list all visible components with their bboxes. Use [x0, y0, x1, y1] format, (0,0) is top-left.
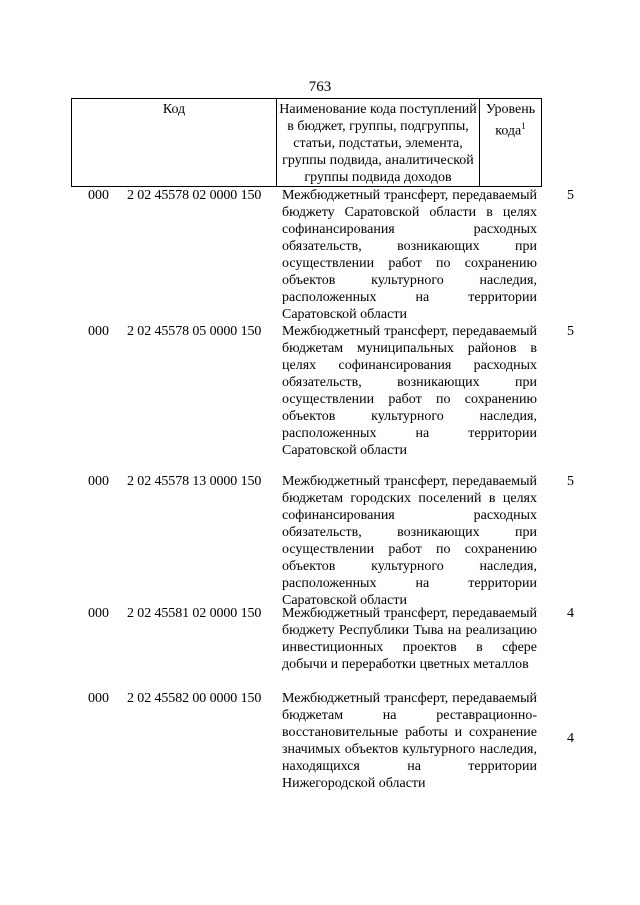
code-description: Межбюджетный трансферт, передаваемый бюджету Республики Тыва на реализацию инвестиционных проектов в сфере добычи и переработки цветных металлов: [282, 606, 537, 672]
code-level: 4: [567, 731, 574, 746]
code-prefix: 000: [88, 691, 109, 706]
header-level-label: Уровень кода: [485, 102, 536, 139]
code-prefix: 000: [88, 188, 109, 203]
code-level: 5: [567, 324, 574, 339]
code-level: 5: [567, 474, 574, 489]
column-header-table: [71, 98, 542, 187]
header-code: Код: [72, 99, 277, 187]
code-description: Межбюджетный трансферт, передаваемый бюджетам муниципальных районов в целях софинансирования расходных обязательств, возникающих при осуществлении работ по сохранению объектов культурного наследия, расположенных на территории Саратовской области: [282, 324, 537, 458]
code-level: 4: [567, 606, 574, 621]
page-number: 763: [308, 79, 332, 95]
header-level: [480, 99, 542, 187]
code-prefix: 000: [88, 474, 109, 489]
revenue-code: 2 02 45581 02 0000 150: [127, 606, 262, 621]
code-description: Межбюджетный трансферт, передаваемый бюджетам городских поселений в целях софинансирования расходных обязательств, возникающих при осуществлении работ по сохранению объектов культурного наследия, расположенных на территории Саратовской области: [282, 474, 537, 608]
code-description: Межбюджетный трансферт, передаваемый бюджету Саратовской области в целях софинансирования расходных обязательств, возникающих при осуществлении работ по сохранению объектов культурного наследия, расположенных на территории Саратовской области: [282, 188, 537, 322]
revenue-code: 2 02 45582 00 0000 150: [127, 691, 262, 706]
header-row: [72, 99, 542, 187]
code-description: Межбюджетный трансферт, передаваемый бюджетам на реставрационно-восстановительные работы и сохранение значимых объектов культурного наследия, находящихся на территории Нижегородской области: [282, 691, 537, 791]
header-name: Наименование кода поступлений в бюджет, группы, подгруппы, статьи, подстатьи, элемента, группы подвида, аналитической группы подвида доходов: [277, 99, 480, 187]
revenue-code: 2 02 45578 13 0000 150: [127, 474, 262, 489]
revenue-code: 2 02 45578 05 0000 150: [127, 324, 262, 339]
code-prefix: 000: [88, 324, 109, 339]
code-prefix: 000: [88, 606, 109, 621]
header-level-footnote: 1: [521, 121, 526, 131]
code-level: 5: [567, 188, 574, 203]
revenue-code: 2 02 45578 02 0000 150: [127, 188, 262, 203]
